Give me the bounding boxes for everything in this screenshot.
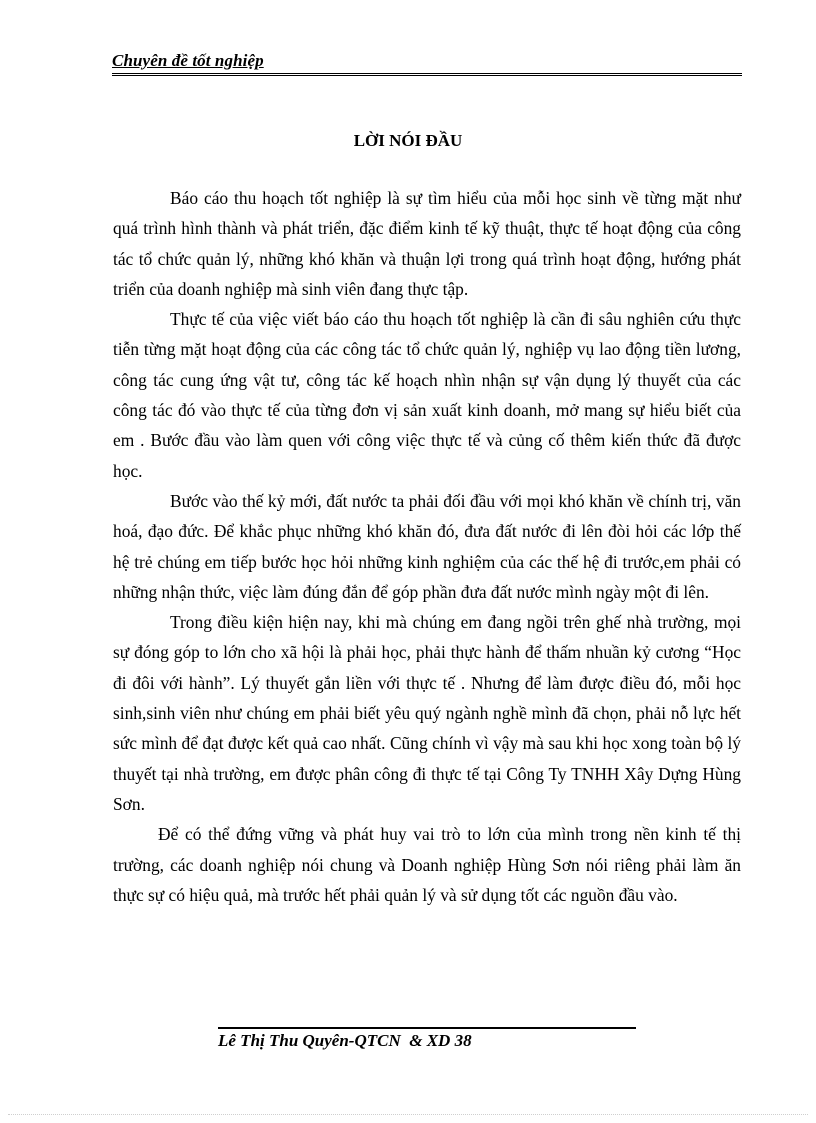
- page-bottom-border: [8, 1114, 808, 1115]
- paragraph-5: Để có thể đứng vững và phát huy vai trò to lớn của mình trong nền kinh tế thị trường, các doanh nghiệp nói chung và Doanh nghiệp Hùng Sơn nói riêng phải làm ăn thực sự có hiệu quả, mà trước hết phải quản lý và sử dụng tốt các nguồn đầu vào.: [113, 824, 741, 905]
- paragraph-1: Báo cáo thu hoạch tốt nghiệp là sự tìm hiểu của mỗi học sinh về từng mặt như quá trình hình thành và phát triển, đặc điểm kinh tế kỹ thuật, thực tế hoạt động của công tác tổ chức quản lý, những khó khăn và thuận lợi trong quá trình hoạt động, hướng phát triển của doanh nghiệp mà sinh viên đang thực tập.: [113, 188, 741, 299]
- document-title: LỜI NÓI ĐẦU: [353, 131, 463, 150]
- paragraph-3: Bước vào thế kỷ mới, đất nước ta phải đối đầu với mọi khó khăn về chính trị, văn hoá, đạo đức. Để khắc phục những khó khăn đó, đưa đất nước đi lên đòi hỏi các lớp thế hệ trẻ chúng em tiếp bước học hỏi những kinh nghiệm của các thế hệ đi trước,em phải có những nhận thức, việc làm đúng đắn để góp phần đưa đất nước mình ngày một đi lên.: [113, 490, 741, 602]
- footer-author: Lê Thị Thu Quyên-QTCN & XD 38: [218, 1031, 472, 1050]
- footer-divider: [218, 1027, 636, 1029]
- paragraph-2: Thực tế của việc viết báo cáo thu hoạch tốt nghiệp là cần đi sâu nghiên cứu thực tiễn từng mặt hoạt động của các công tác tổ chức quản lý, nghiệp vụ lao động tiền lương, công tác cung ứng vật tư, công tác kế hoạch nhìn nhận sự vận dụng lý thuyết của các công tác đó vào thực tế của từng đơn vị sản xuất kinh doanh, mở mang sự hiểu biết của em . Bước đầu vào làm quen với công việc thực tế và củng cố thêm kiến thức đã được học.: [113, 309, 741, 481]
- paragraph-4: Trong điều kiện hiện nay, khi mà chúng em đang ngồi trên ghế nhà trường, mọi sự đóng góp to lớn cho xã hội là phải học, phải thực hành để thấm nhuần kỷ cương “Học đi đôi với hành”. Lý thuyết gắn liền với thực tế . Nhưng để làm được điều đó, mỗi học sinh,sinh viên như chúng em phải biết yêu quý ngành nghề mình đã chọn, phải nỗ lực hết sức mình để đạt được kết quả cao nhất. Cũng chính vì vậy mà sau khi học xong toàn bộ lý thuyết tại nhà trường, em được phân công đi thực tế tại Công Ty TNHH Xây Dựng Hùng Sơn.: [113, 612, 741, 814]
- document-body: [113, 183, 741, 910]
- header-title: Chuyên đề tốt nghiệp: [112, 51, 264, 70]
- page-header: [112, 51, 742, 76]
